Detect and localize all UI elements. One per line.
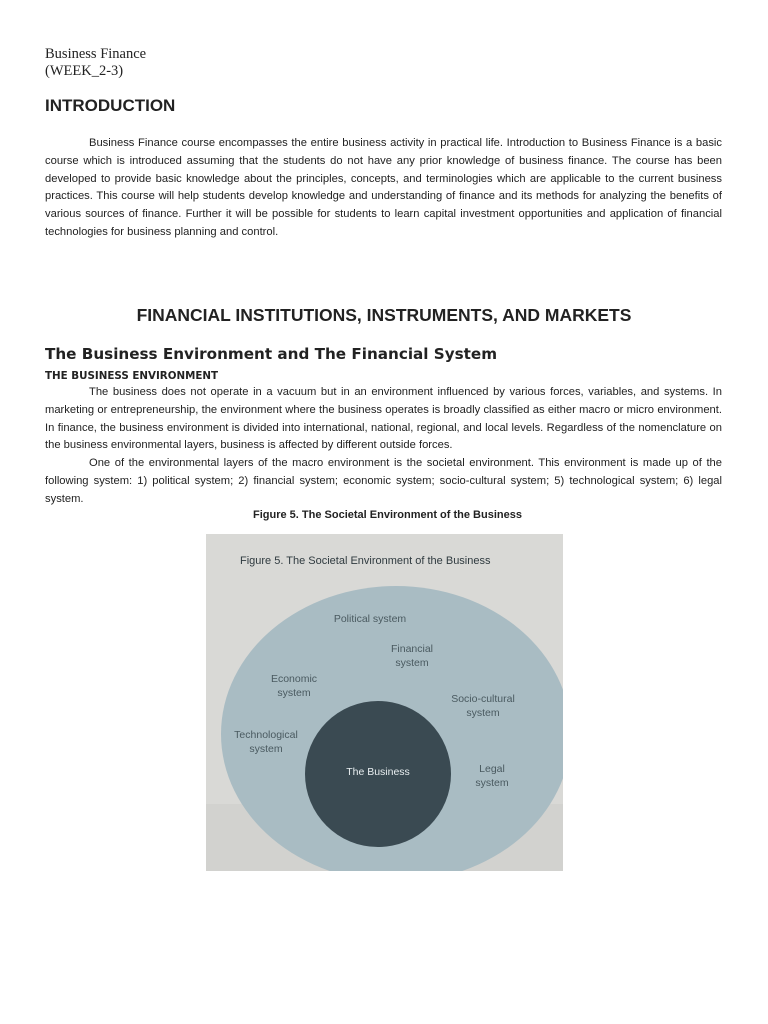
introduction-paragraph: Business Finance course encompasses the entire business activity in practical life. Introduction to Business Finance is a basic course which is introduced assuming that the students do not have any prior knowledge of business finance. The course has been developed to provide basic knowledge about the principles, concepts, and terminologies which are applicable to the current business practices. This course will help students develop knowledge and understanding of finance and its methods for analyzing the benefits of various sources of finance. Further it will be possible for students to learn capital investment opportunities and application of financial technologies for business planning and control. xyxy=(45,137,722,238)
figure-caption: Figure 5. The Societal Environment of the Business xyxy=(253,509,522,521)
figure-diagram xyxy=(206,534,563,871)
course-title: Business Finance xyxy=(45,46,147,62)
economic-system-label-line2: system xyxy=(277,687,311,699)
business-environment-paragraph-1: The business does not operate in a vacuum but in an environment influenced by various forces, variables, and systems. In marketing or entrepreneurship, the environment where the business operates is broadly classified as either macro or micro environment. In finance, the business environment is divided into international, national, regional, and local levels. Regardless of the nomenclature on the business environmental layers, business is affected by different outside forces. xyxy=(45,386,722,452)
technological-system-label-line2: system xyxy=(249,743,283,755)
financial-system-label-line2: system xyxy=(395,657,429,669)
socio-cultural-system-label-line2: system xyxy=(466,707,500,719)
figure-inner-title: Figure 5. The Societal Environment of the Business xyxy=(240,555,491,567)
section-heading: FINANCIAL INSTITUTIONS, INSTRUMENTS, AND MARKETS xyxy=(136,305,632,325)
business-environment-paragraph-2: One of the environmental layers of the macro environment is the societal environment. This environment is made up of the following system: 1) political system; 2) financial system; economic system; socio-cultural system; 5) technological system; 6) legal system. xyxy=(45,457,722,505)
financial-system-label-line1: Financial xyxy=(390,643,434,655)
the-business-label: The Business xyxy=(346,766,410,778)
societal-environment-figure xyxy=(206,534,563,871)
introduction-heading: INTRODUCTION xyxy=(45,96,176,115)
legal-system-label-line2: system xyxy=(475,777,509,789)
business-environment-label: THE BUSINESS ENVIRONMENT xyxy=(45,370,218,382)
economic-system-label-line1: Economic xyxy=(270,673,318,685)
week-label: (WEEK_2-3) xyxy=(45,63,124,79)
technological-system-label-line1: Technological xyxy=(234,729,298,741)
legal-system-label-line1: Legal xyxy=(479,763,505,775)
political-system-label: Political system xyxy=(333,613,407,625)
socio-cultural-system-label-line1: Socio-cultural xyxy=(451,693,515,705)
section-subheading: The Business Environment and The Financial System xyxy=(45,345,498,363)
